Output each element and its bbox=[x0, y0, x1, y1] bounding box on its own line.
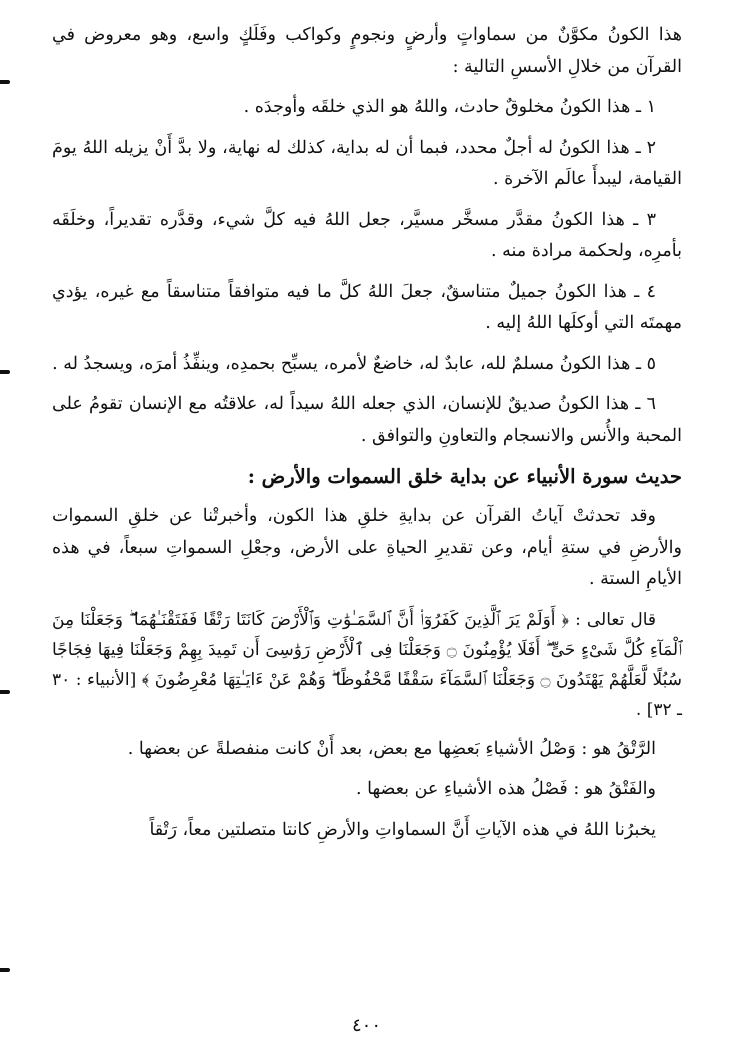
point-4-paragraph: ٤ ـ هذا الكونُ جميلٌ متناسقٌ، جعلَ اللهُ كلَّ ما فيه متوافقاً متناسقاً مع غيره، يؤدي مهمتَه التي أوكلَها اللهُ إليه . bbox=[52, 281, 682, 333]
edge-mark bbox=[0, 80, 10, 84]
page-number: ٤٠٠ bbox=[351, 1015, 381, 1036]
point-1-paragraph: ١ ـ هذا الكونُ مخلوقٌ حادث، واللهُ هو الذي خلقَه وأوجدَه . bbox=[243, 97, 656, 117]
creation-intro-paragraph: وقد تحدثتْ آياتُ القرآن عن بدايةِ خلقِ هذا الكون، وأخبرتْنا عن خلقِ السموات والأرضِ في ستةِ أيام، وعن تقديرِ الحياةِ على الأرض، وجعْلِ السمواتِ سبعاً، في هذه الأيامِ الستة . bbox=[52, 506, 682, 589]
edge-mark bbox=[0, 968, 10, 972]
fatq-definition: والفَتْقُ هو : فَصْلُ هذه الأشياءِ عن بعضها . bbox=[356, 779, 656, 799]
ratq-definition: الرَّتْقُ هو : وَصْلُ الأشياءِ بَعضِها مع بعض، بعد أَنْ كانت منفصلةً عن بعضها . bbox=[127, 738, 656, 759]
point-2-paragraph: ٢ ـ هذا الكونُ له أجلٌ محدد، فبما أن له بداية، كذلك له نهاية، ولا بدَّ أَنْ يزيله اللهُ يومَ القيامة، ليبدأَ عالَم الآخرة . bbox=[52, 137, 682, 189]
point-3-paragraph: ٣ ـ هذا الكونُ مقدَّر مسخَّر مسيَّر، جعل اللهُ فيه كلَّ شيء، وقدَّره تقديراً، وخلَقَه بأمرِه، ولحكمة مرادة منه . bbox=[52, 209, 682, 261]
point-5-paragraph: ٥ ـ هذا الكونُ مسلمٌ لله، عابدٌ له، خاضعٌ لأمره، يسبِّح بحمدِه، وينفِّذُ أمرَه، ويسجدُ له . bbox=[52, 353, 656, 374]
closing-paragraph: يخبرُنا اللهُ في هذه الآياتِ أَنَّ السماواتِ والأرضِ كانتا متصلتين معاً، رَتْقاً bbox=[149, 819, 656, 840]
edge-mark bbox=[0, 370, 10, 374]
point-6-paragraph: ٦ ـ هذا الكونُ صديقٌ للإنسان، الذي جعله اللهُ سيداً له، علاقتُه مع الإنسان تقومُ على المحبة والأُنس والانسجام والتعاونِ والتوافق . bbox=[52, 394, 682, 446]
quran-verse-paragraph: قال تعالى : ﴿ أَوَلَمْ يَرَ ٱلَّذِينَ كَفَرُوٓا۟ أَنَّ ٱلسَّمَـٰوَٰتِ وَٱلْأَرْضَ كَانَتَا رَتْقًا فَفَتَقْنَـٰهُمَا ۖ وَجَعَلْنَا مِنَ ٱلْمَآءِ كُلَّ شَىْءٍ حَىٍّ ۖ أَفَلَا يُؤْمِنُونَ ۝ وَجَعَلْنَا فِى ٱلْأَرْضِ رَوَٰسِىَ أَن تَمِيدَ بِهِمْ وَجَعَلْنَا فِيهَا فِجَاجًا سُبُلًا لَّعَلَّهُمْ يَهْتَدُونَ ۝ وَجَعَلْنَا ٱلسَّمَآءَ سَقْفًا مَّحْفُوظًا ۖ وَهُمْ عَنْ ءَايَـٰتِهَا مُعْرِضُونَ ﴾ [الأنبياء : ٣٠ ـ ٣٢] . bbox=[52, 609, 683, 720]
document-page bbox=[52, 20, 682, 1040]
edge-mark bbox=[0, 690, 10, 694]
intro-paragraph: هذا الكونُ مكوَّنٌ من سماواتٍ وأرضٍ ونجومٍ وكواكب وفَلَكٍ واسع، وهو معروض في القرآن من خلالِ الأسسِ التالية : bbox=[52, 25, 682, 77]
section-heading: حديث سورة الأنبياء عن بداية خلق السموات والأرض : bbox=[247, 465, 682, 488]
